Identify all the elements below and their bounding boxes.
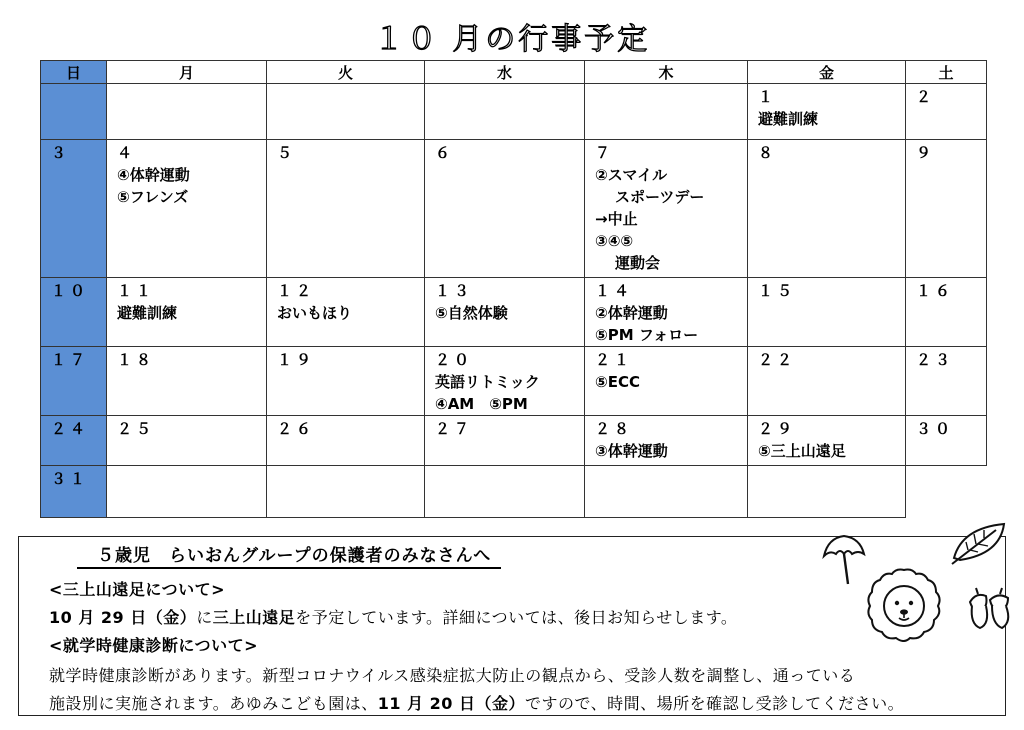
calendar-cell [267, 84, 425, 140]
event-text: ⑤三上山遠足 [758, 442, 846, 460]
leaf-icon [948, 520, 1010, 566]
day-number: １４ [595, 282, 634, 300]
calendar-cell [107, 278, 267, 347]
calendar-cell [107, 84, 267, 140]
excursion-detail: を予定しています。詳細については、後日お知らせします。 [295, 608, 738, 627]
day-number: ２５ [117, 420, 156, 438]
weekday-thu: 木 [585, 61, 748, 84]
calendar-cell [906, 466, 987, 518]
excursion-place: 三上山遠足 [212, 608, 296, 627]
health-check-text-2a: 施設別に実施されます。あゆみこども園は、 [49, 694, 378, 713]
day-number: １ [758, 88, 778, 106]
calendar-cell [425, 347, 585, 416]
event-text: ③④⑤ [595, 232, 634, 250]
calendar-cell [748, 466, 906, 518]
day-number: ２２ [758, 351, 797, 369]
event-text: スポーツデー [615, 188, 705, 206]
event-text: おいもほり [277, 304, 353, 322]
calendar-cell [748, 140, 906, 278]
calendar-cell [267, 140, 425, 278]
weekday-tue: 火 [267, 61, 425, 84]
calendar-cell [41, 347, 107, 416]
calendar-cell [425, 278, 585, 347]
calendar-cell [267, 466, 425, 518]
day-number: １９ [277, 351, 316, 369]
day-number: ７ [595, 144, 615, 162]
calendar-table [40, 60, 987, 518]
calendar-cell [41, 466, 107, 518]
day-number: ２ [916, 88, 936, 106]
calendar-cell [41, 140, 107, 278]
day-number: ２９ [758, 420, 797, 438]
calendar-cell [107, 466, 267, 518]
event-text: ②スマイル [595, 166, 668, 184]
event-text: 運動会 [615, 254, 661, 272]
excursion-particle: に [196, 608, 213, 627]
event-text: ④AM ⑤PM [435, 395, 528, 413]
day-number: ８ [758, 144, 778, 162]
health-check-text-2 [49, 691, 904, 714]
event-text: 英語リトミック [435, 373, 540, 391]
weekday-mon: 月 [107, 61, 267, 84]
day-number: ２４ [51, 420, 90, 438]
event-text: ⑤自然体験 [435, 304, 508, 322]
event-text: ⑤フレンズ [117, 188, 189, 206]
event-text: ⑤ECC [595, 373, 640, 391]
day-number: １７ [51, 351, 90, 369]
weekday-sat: 土 [906, 61, 987, 84]
health-check-text-2b: ですので、時間、場所を確認し受診してください。 [524, 694, 905, 713]
acorn-icon [962, 584, 1016, 636]
section-title-excursion: <三上山遠足について> [49, 580, 225, 599]
calendar-cell [425, 466, 585, 518]
event-text: ②体幹運動 [595, 304, 668, 322]
day-number: １１ [117, 282, 156, 300]
calendar-week-row [41, 278, 987, 347]
calendar-cell [107, 416, 267, 466]
page-title: １０ 月の行事予定 [373, 22, 651, 57]
calendar-cell [425, 416, 585, 466]
calendar-cell [585, 140, 748, 278]
day-number: ５ [277, 144, 297, 162]
calendar-week-row [41, 466, 987, 518]
calendar-week-row [41, 416, 987, 466]
day-number: １２ [277, 282, 316, 300]
calendar-cell [585, 466, 748, 518]
day-number: ９ [916, 144, 936, 162]
calendar-cell [906, 347, 987, 416]
day-number: ４ [117, 144, 137, 162]
day-number: ３１ [51, 470, 90, 488]
calendar-cell [41, 84, 107, 140]
day-number: １８ [117, 351, 156, 369]
calendar-cell [906, 140, 987, 278]
event-text: ⑤PM フォロー [595, 326, 699, 344]
event-text: ④体幹運動 [117, 166, 190, 184]
day-number: ２８ [595, 420, 634, 438]
health-check-text-1: 就学時健康診断があります。新型コロナウイルス感染症拡大防止の観点から、受診人数を調整し、通っている [49, 666, 856, 685]
excursion-date: 10 月 29 日（金） [49, 608, 197, 627]
day-number: ２１ [595, 351, 634, 369]
calendar-cell [748, 416, 906, 466]
calendar-cell [425, 84, 585, 140]
calendar-cell [906, 278, 987, 347]
calendar-cell [267, 278, 425, 347]
health-check-date: 11 月 20 日（金） [377, 694, 525, 713]
day-number: １６ [916, 282, 955, 300]
calendar-week-row [41, 140, 987, 278]
notice-heading: ５歳児 らいおんグループの保護者のみなさんへ [77, 541, 501, 569]
calendar-cell [267, 347, 425, 416]
calendar-cell [748, 347, 906, 416]
weekday-sun: 日 [41, 61, 107, 84]
day-number: １５ [758, 282, 797, 300]
calendar-cell [748, 84, 906, 140]
day-number: ２３ [916, 351, 955, 369]
calendar-cell [107, 347, 267, 416]
weekday-header-row [41, 61, 987, 84]
event-text: 避難訓練 [117, 304, 178, 322]
calendar-cell [585, 416, 748, 466]
calendar-cell [585, 347, 748, 416]
calendar-cell [41, 416, 107, 466]
day-number: ２６ [277, 420, 316, 438]
day-number: ３ [51, 144, 71, 162]
day-number: ２０ [435, 351, 474, 369]
calendar-cell [585, 84, 748, 140]
excursion-text [49, 605, 737, 628]
calendar-cell [425, 140, 585, 278]
event-text: →中止 [595, 210, 638, 228]
lion-icon [866, 566, 942, 642]
calendar-cell [906, 416, 987, 466]
section-title-health-check: <就学時健康診断について> [49, 636, 258, 655]
day-number: １３ [435, 282, 474, 300]
day-number: ３０ [916, 420, 955, 438]
event-text: ③体幹運動 [595, 442, 668, 460]
calendar-week-row [41, 84, 987, 140]
calendar-cell [748, 278, 906, 347]
ginkgo-leaf-icon [818, 532, 870, 588]
calendar-week-row [41, 347, 987, 416]
calendar-cell [906, 84, 987, 140]
calendar-cell [267, 416, 425, 466]
day-number: １０ [51, 282, 90, 300]
calendar-cell [585, 278, 748, 347]
event-text: 避難訓練 [758, 110, 819, 128]
day-number: ６ [435, 144, 455, 162]
calendar-cell [107, 140, 267, 278]
weekday-wed: 水 [425, 61, 585, 84]
weekday-fri: 金 [748, 61, 906, 84]
calendar-cell [41, 278, 107, 347]
day-number: ２７ [435, 420, 474, 438]
